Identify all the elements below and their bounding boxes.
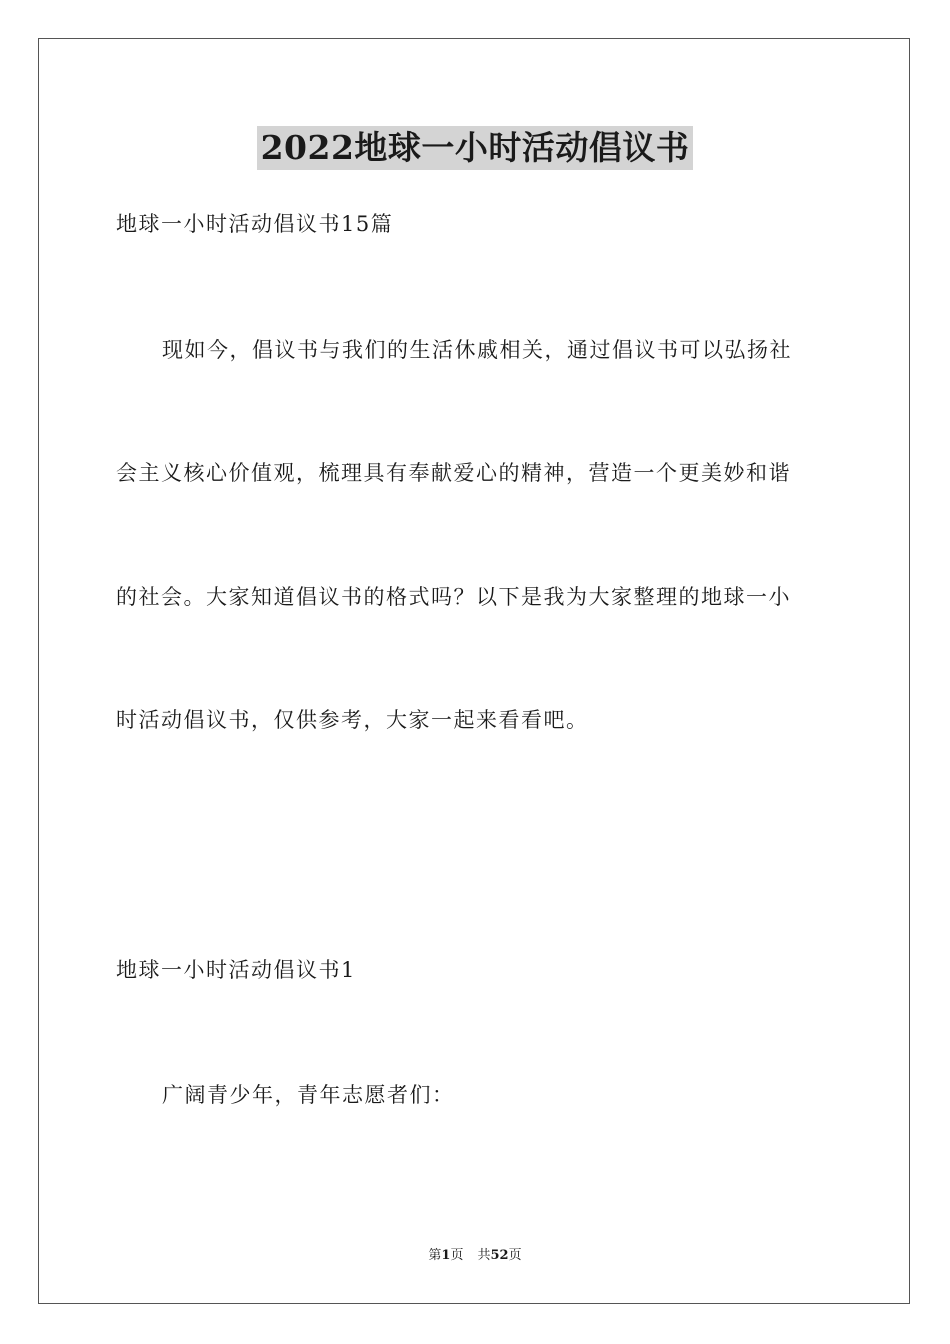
total-suffix: 页: [508, 1248, 522, 1263]
intro-line-2: 会主义核心价值观，梳理具有奉献爱心的精神，营造一个更美妙和谐: [116, 461, 791, 485]
page-current: 1: [441, 1248, 451, 1263]
intro-line-1: 现如今，倡议书与我们的生活休戚相关，通过倡议书可以弘扬社: [162, 338, 792, 362]
intro-line-3: 的社会。大家知道倡议书的格式吗？以下是我为大家整理的地球一小: [116, 585, 791, 609]
page-total: 52: [490, 1248, 509, 1263]
salutation: 广阔青少年，青年志愿者们：: [162, 1083, 455, 1107]
document-subtitle: 地球一小时活动倡议书15篇: [116, 212, 394, 236]
total-prefix: 共: [477, 1248, 491, 1263]
document-title: 2022地球一小时活动倡议书: [257, 126, 694, 170]
page-suffix: 页: [450, 1248, 464, 1263]
page-prefix: 第: [428, 1248, 442, 1263]
page-footer: [0, 1247, 950, 1265]
title-container: [0, 126, 950, 170]
intro-line-4: 时活动倡议书，仅供参考，大家一起来看看吧。: [116, 708, 589, 732]
section-heading: 地球一小时活动倡议书1: [116, 958, 356, 982]
